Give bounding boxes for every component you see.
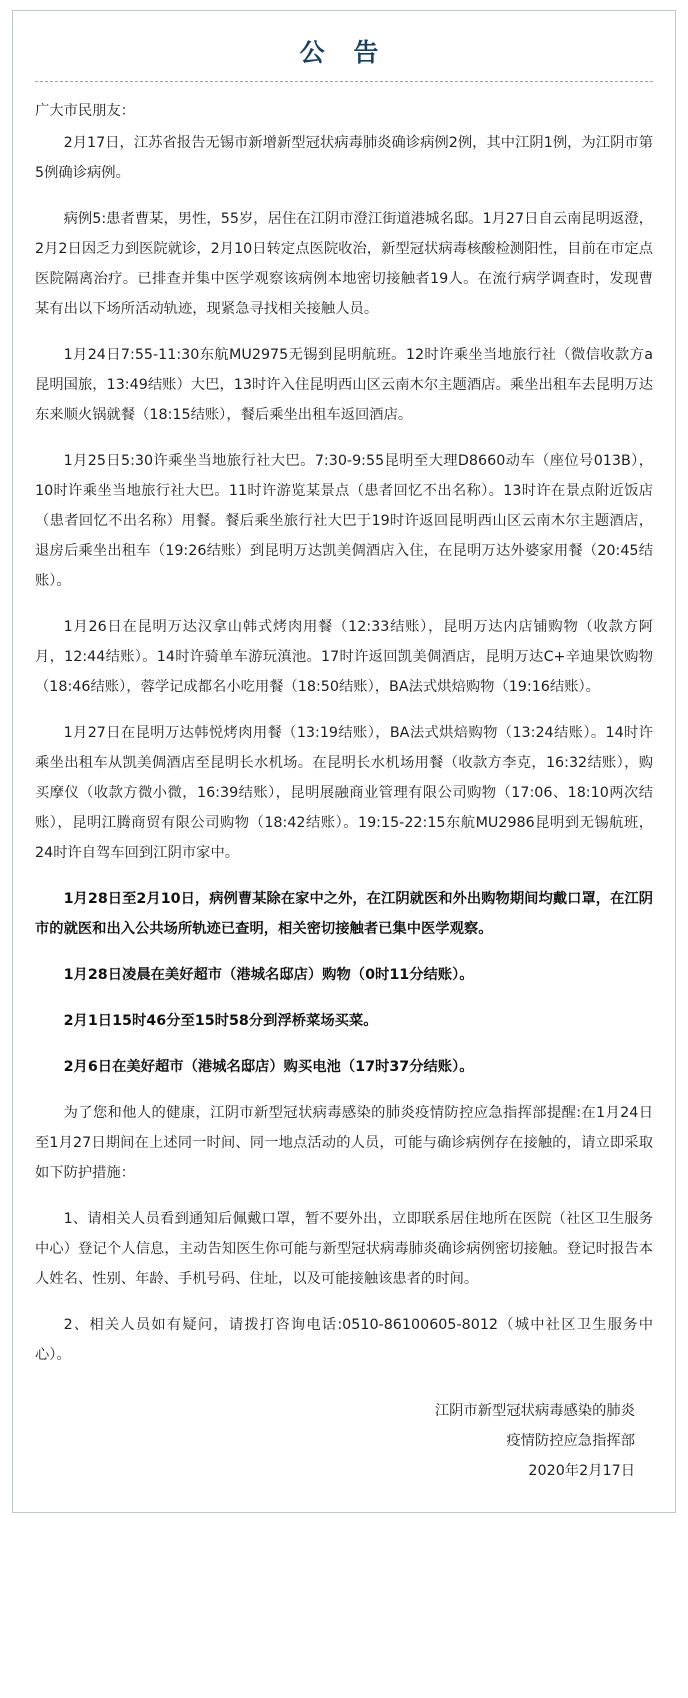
paragraph-feb-01: 2月1日15时46分至15时58分到浮桥菜场买菜。 [63,1013,378,1029]
paragraph-measure-1: 1、请相关人员看到通知后佩戴口罩，暂不要外出，立即联系居住地所在医院（社区卫生服务中心）登记个人信息，主动告知医生你可能与新型冠状病毒肺炎确诊病例密切接触。登记时报告本人姓名、性别、年龄、手机号码、住址，以及可能接触该患者的时间。 [35,1211,653,1287]
paragraph-jan-26: 1月26日在昆明万达汉拿山韩式烤肉用餐（12:33结账），昆明万达内店铺购物（收款方阿月，12:44结账）。14时许骑单车游玩滇池。17时许返回凯美倜酒店，昆明万达C+辛迪果饮购物（18:46结账），蓉学记成都名小吃用餐（18:50结账），BA法式烘焙购物（19:16结账）。 [35,619,653,695]
paragraph-measure-2: 2、相关人员如有疑问，请拨打咨询电话:0510-86100605-8012（城中社区卫生服务中心）。 [35,1317,654,1363]
signature-org-line2: 疫情防控应急指挥部 [506,1433,635,1449]
paragraph-case-detail: 病例5:患者曹某，男性，55岁，居住在江阴市澄江街道港城名邸。1月27日自云南昆明返澄，2月2日因乏力到医院就诊，2月10日转定点医院收治，新型冠状病毒核酸检测阳性，目前在市定点医院隔离治疗。已排查并集中医学观察该病例本地密切接触者19人。在流行病学调查时，发现曹某有出以下场所活动轨迹，现紧急寻找相关接触人员。 [35,211,653,317]
paragraph-jan-28-feb-10: 1月28日至2月10日，病例曹某除在家中之外，在江阴就医和外出购物期间均戴口罩，在江阴市的就医和出入公共场所轨迹已查明，相关密切接触者已集中医学观察。 [35,891,653,937]
paragraph-jan-28: 1月28日凌晨在美好超市（港城名邸店）购物（0时11分结账）。 [63,967,474,983]
announcement-frame [12,10,676,1513]
paragraph-summary: 2月17日，江苏省报告无锡市新增新型冠状病毒肺炎确诊病例2例，其中江阴1例，为江阴市第5例确诊病例。 [35,135,653,181]
paragraph-jan-27: 1月27日在昆明万达韩悦烤肉用餐（13:19结账），BA法式烘焙购物（13:24结账）。14时许乘坐出租车从凯美倜酒店至昆明长水机场。在昆明长水机场用餐（收款方李克，16:32结账），购买摩仪（收款方微小微，16:39结账），昆明展融商业管理有限公司购物（17:06、18:10两次结账），昆明江腾商贸有限公司购物（18:42结账）。19:15-22:15东航MU2986昆明到无锡航班，24时许自驾车回到江阴市家中。 [35,725,653,861]
signature-date: 2020年2月17日 [528,1463,635,1479]
page-title: 公 告 [299,38,389,67]
signature-block [35,1396,653,1486]
paragraph-jan-25: 1月25日5:30许乘坐当地旅行社大巴。7:30-9:55昆明至大理D8660动车（座位号013B），10时许乘坐当地旅行社大巴。11时许游览某景点（患者回忆不出名称）。13时许在景点附近饭店（患者回忆不出名称）用餐。餐后乘坐旅行社大巴于19时许返回昆明西山区云南木尔主题酒店，退房后乘坐出租车（19:26结账）到昆明万达凯美倜酒店入住，在昆明万达外婆家用餐（20:45结账）。 [35,453,653,589]
title-divider [35,81,653,82]
salutation: 广大市民朋友： [35,103,136,119]
signature-org-line1: 江阴市新型冠状病毒感染的肺炎 [434,1403,635,1419]
paragraph-feb-06: 2月6日在美好超市（港城名邸店）购买电池（17时37分结账）。 [63,1059,474,1075]
paragraph-notice-intro: 为了您和他人的健康，江阴市新型冠状病毒感染的肺炎疫情防控应急指挥部提醒:在1月24日至1月27日期间在上述同一时间、同一地点活动的人员，可能与确诊病例存在接触的，请立即采取如下防护措施： [35,1105,653,1181]
paragraph-jan-24: 1月24日7:55-11:30东航MU2975无锡到昆明航班。12时许乘坐当地旅行社（微信收款方a昆明国旅，13:49结账）大巴，13时许入住昆明西山区云南木尔主题酒店。乘坐出租车去昆明万达东来顺火锅就餐（18:15结账），餐后乘坐出租车返回酒店。 [35,347,653,423]
